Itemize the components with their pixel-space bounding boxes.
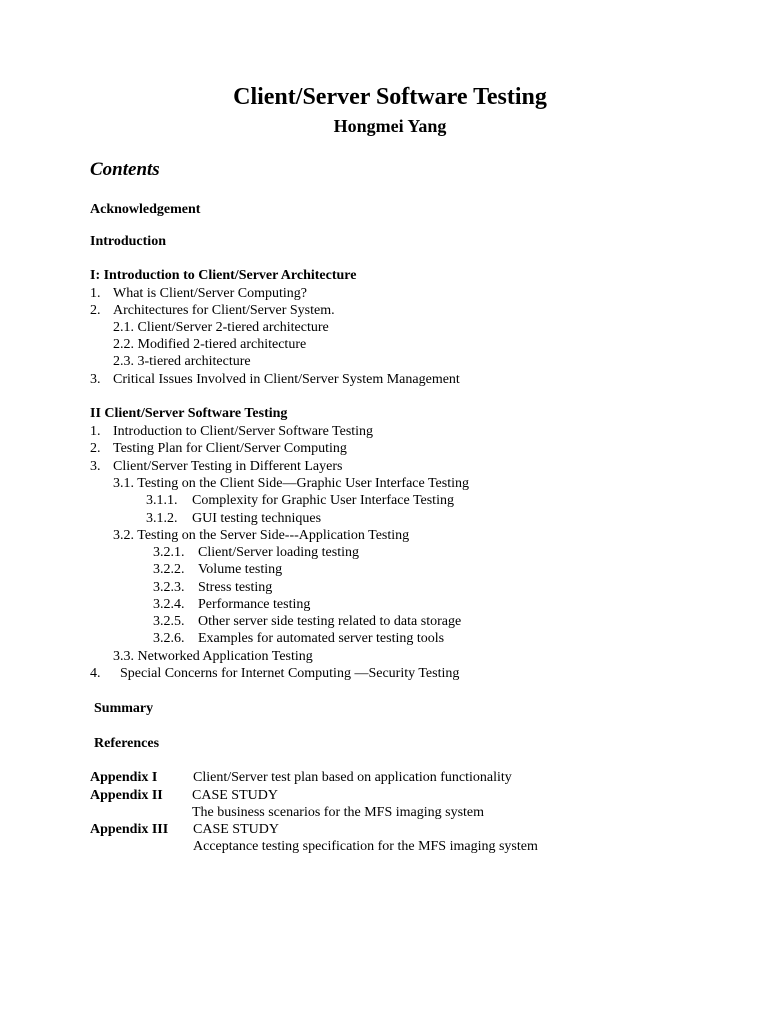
- toc-acknowledgement: Acknowledgement: [90, 202, 201, 217]
- toc-item-text: 3-tiered architecture: [137, 354, 251, 369]
- toc-item-number: 3.1.2.: [146, 511, 178, 526]
- toc-item-1-2-2: [113, 336, 306, 353]
- toc-item-number: 2.1.: [113, 320, 134, 335]
- toc-item-number: 3.2.5.: [153, 614, 185, 629]
- toc-item-1-2-text: Architectures for Client/Server System.: [113, 303, 335, 318]
- toc-item-text: Testing on the Server Side---Application Testing: [137, 528, 410, 543]
- toc-item-2-3-2-5-text: Other server side testing related to data storage: [198, 614, 462, 629]
- toc-item-number: 3.1.1.: [146, 493, 178, 508]
- toc-part2-heading: II Client/Server Software Testing: [90, 406, 288, 421]
- toc-item-text: Testing on the Client Side—Graphic User Interface Testing: [137, 476, 469, 491]
- toc-item-2-3-2-5: [153, 613, 185, 630]
- toc-item-2-3-1-1: [146, 492, 178, 509]
- appendix-1-label: Appendix I: [90, 770, 158, 785]
- toc-part1-heading: I: Introduction to Client/Server Architecture: [90, 268, 357, 283]
- toc-item-number: 3.2.2.: [153, 562, 185, 577]
- toc-item-2-1-text: Introduction to Client/Server Software Testing: [113, 424, 374, 439]
- toc-item-number: 3.1.: [113, 476, 134, 491]
- toc-item-number: 2.3.: [113, 354, 134, 369]
- appendix-3-label: Appendix III: [90, 822, 169, 837]
- toc-item-1-2-1: [113, 319, 329, 336]
- toc-item-2-2-text: Testing Plan for Client/Server Computing: [113, 441, 347, 456]
- toc-item-number: 3.: [90, 372, 101, 387]
- toc-item-2-3-2-4-text: Performance testing: [198, 597, 311, 612]
- appendix-2-label: Appendix II: [90, 788, 163, 803]
- toc-item-2-3-1-2: [146, 510, 178, 527]
- toc-item-2-3-1-2-text: GUI testing techniques: [192, 511, 322, 526]
- toc-item-number: 2.: [90, 441, 101, 456]
- toc-item-2-2: [90, 440, 101, 457]
- document-author: Hongmei Yang: [333, 116, 447, 136]
- toc-item-2-3: [90, 458, 101, 475]
- toc-item-2-3-2-3: [153, 579, 185, 596]
- toc-item-2-3-2-3-text: Stress testing: [198, 580, 273, 595]
- document-title: Client/Server Software Testing: [233, 84, 547, 110]
- toc-item-1-1: [90, 285, 101, 302]
- toc-item-number: 3.2.1.: [153, 545, 185, 560]
- appendix-2-line-2: The business scenarios for the MFS imaging system: [192, 805, 485, 820]
- toc-item-2-3-2-6: [153, 630, 185, 647]
- toc-item-number: 3.2.6.: [153, 631, 185, 646]
- toc-item-number: 1.: [90, 424, 101, 439]
- toc-item-text: Client/Server 2-tiered architecture: [137, 320, 329, 335]
- toc-item-1-3-text: Critical Issues Involved in Client/Server System Management: [113, 372, 460, 387]
- toc-item-2-3-2-4: [153, 596, 185, 613]
- toc-item-2-3-1-1-text: Complexity for Graphic User Interface Testing: [192, 493, 454, 508]
- toc-item-text: Networked Application Testing: [137, 649, 313, 664]
- appendix-3-line-1: CASE STUDY: [193, 822, 279, 837]
- appendix-1-line-1: Client/Server test plan based on application functionality: [193, 770, 512, 785]
- toc-item-text: Modified 2-tiered architecture: [137, 337, 307, 352]
- toc-item-1-3: [90, 371, 101, 388]
- toc-item-1-2-3: [113, 353, 251, 370]
- toc-item-2-3-2-2-text: Volume testing: [198, 562, 283, 577]
- toc-item-number: 3.2.4.: [153, 597, 185, 612]
- toc-item-number: 3.2.3.: [153, 580, 185, 595]
- toc-item-2-3-2-2: [153, 561, 185, 578]
- toc-item-2-4-text: Special Concerns for Internet Computing —Security Testing: [120, 666, 460, 681]
- toc-item-2-4: [90, 665, 101, 682]
- toc-item-2-3-1: [113, 475, 469, 492]
- toc-references: References: [94, 736, 160, 751]
- toc-item-number: 2.2.: [113, 337, 134, 352]
- toc-item-number: 2.: [90, 303, 101, 318]
- toc-item-2-3-2-6-text: Examples for automated server testing tools: [198, 631, 445, 646]
- appendix-3-line-2: Acceptance testing specification for the MFS imaging system: [193, 839, 538, 854]
- contents-heading: Contents: [90, 159, 160, 180]
- toc-item-2-3-2-1-text: Client/Server loading testing: [198, 545, 359, 560]
- toc-item-2-3-text: Client/Server Testing in Different Layers: [113, 459, 343, 474]
- toc-item-number: 3.: [90, 459, 101, 474]
- toc-item-1-2: [90, 302, 101, 319]
- toc-introduction: Introduction: [90, 234, 166, 249]
- toc-item-2-3-2-1: [153, 544, 185, 561]
- toc-item-2-3-3: [113, 648, 313, 665]
- toc-item-number: 3.3.: [113, 649, 134, 664]
- toc-item-1-1-text: What is Client/Server Computing?: [113, 286, 308, 301]
- toc-item-number: 1.: [90, 286, 101, 301]
- appendix-2-line-1: CASE STUDY: [192, 788, 278, 803]
- toc-item-number: 3.2.: [113, 528, 134, 543]
- toc-item-2-1: [90, 423, 101, 440]
- toc-item-2-3-2: [113, 527, 409, 544]
- toc-summary: Summary: [94, 701, 154, 716]
- toc-item-number: 4.: [90, 666, 101, 681]
